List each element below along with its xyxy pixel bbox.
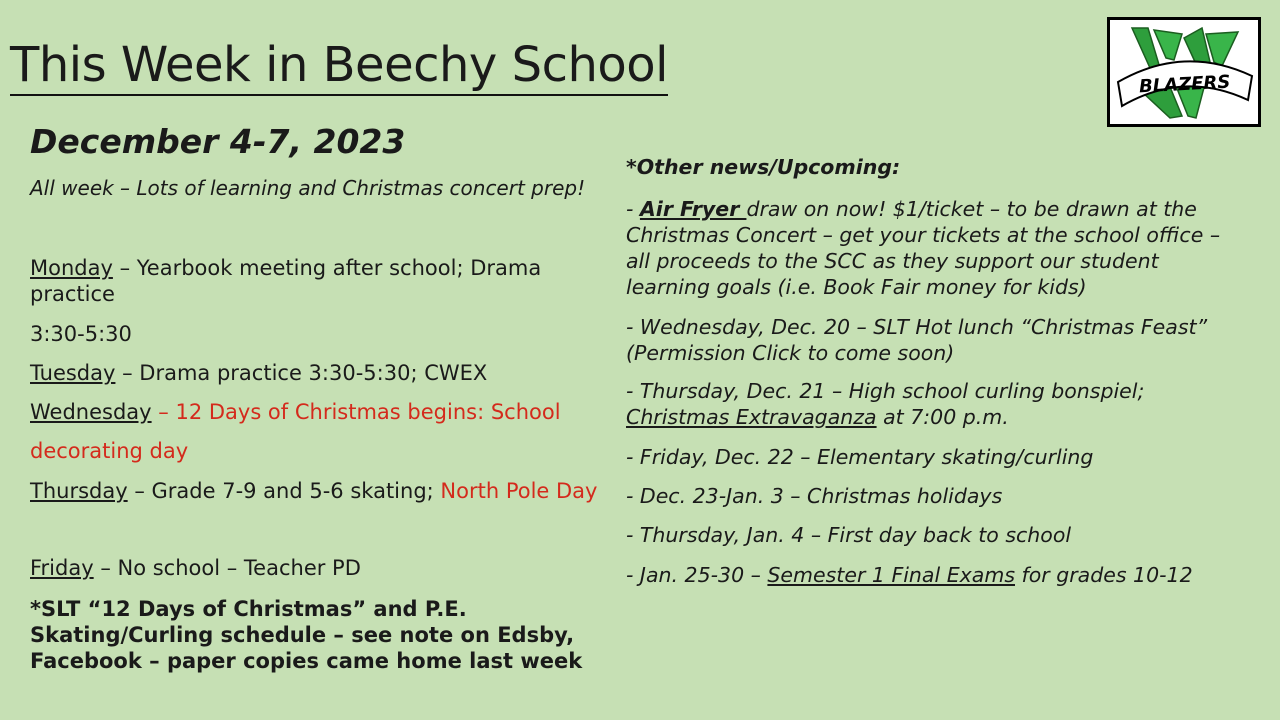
thursday-item — [30, 479, 597, 503]
logo-stroke-2 — [1154, 30, 1182, 60]
thursday-text: – Grade 7-9 and 5-6 skating; — [127, 479, 441, 503]
logo-stroke-4 — [1206, 32, 1238, 66]
friday-text: – No school – Teacher PD — [93, 556, 361, 580]
blazers-logo-graphic — [1110, 20, 1258, 124]
holidays-item: - Dec. 23-Jan. 3 – Christmas holidays — [626, 484, 1003, 508]
monday-item — [30, 256, 541, 280]
exams-link[interactable]: Semester 1 Final Exams — [767, 563, 1015, 587]
air-fryer-link[interactable]: Air Fryer — [639, 197, 747, 221]
back-to-school-item: - Thursday, Jan. 4 – First day back to school — [626, 523, 1072, 547]
exams-prefix: - Jan. 25-30 – — [626, 563, 768, 587]
other-news-heading: *Other news/Upcoming: — [626, 155, 901, 179]
air-fryer-text: draw on now! $1/ticket – to be drawn at the Christmas Concert – get your tickets at the school office – all proceeds to the SCC as they support our student learning goals (i.e. Book Fair money for kids) — [626, 197, 1221, 299]
wednesday-item — [30, 400, 561, 424]
monday-cont: practice — [30, 282, 115, 306]
wednesday-cont: decorating day — [30, 439, 189, 463]
friday-skating-item: - Friday, Dec. 22 – Elementary skating/curling — [626, 445, 1094, 469]
bonspiel-item — [626, 378, 1241, 430]
logo-text: BLAZERS — [1138, 71, 1231, 98]
exams-after: for grades 10-12 — [1015, 563, 1193, 587]
bonspiel-text: - Thursday, Dec. 21 – High school curling bonspiel; — [626, 379, 1145, 403]
air-fryer-item — [626, 196, 1241, 300]
wednesday-label: Wednesday — [30, 400, 152, 424]
school-logo — [1107, 17, 1261, 127]
date-range: December 4-7, 2023 — [30, 122, 406, 161]
monday-time: 3:30-5:30 — [30, 322, 132, 346]
exams-item — [626, 562, 1241, 588]
all-week-note: All week – Lots of learning and Christmas concert prep! — [30, 176, 586, 200]
monday-text: – Yearbook meeting after school; Drama — [112, 256, 542, 280]
wednesday-text: 12 Days of Christmas begins: School — [175, 400, 561, 424]
page-title: This Week in Beechy School — [10, 36, 668, 96]
tuesday-label: Tuesday — [30, 361, 116, 385]
air-fryer-prefix: - — [626, 197, 640, 221]
tuesday-text: – Drama practice 3:30-5:30; CWEX — [115, 361, 488, 385]
thursday-label: Thursday — [30, 479, 128, 503]
extravaganza-time: at 7:00 p.m. — [876, 405, 1009, 429]
tuesday-item — [30, 361, 487, 385]
wednesday-dash: – — [151, 400, 176, 424]
friday-label: Friday — [30, 556, 94, 580]
friday-item — [30, 556, 361, 580]
slt-note: *SLT “12 Days of Christmas” and P.E. Skating/Curling schedule – see note on Edsby, Facebook – paper copies came home last week — [30, 597, 583, 673]
monday-label: Monday — [30, 256, 113, 280]
hot-lunch-item: - Wednesday, Dec. 20 – SLT Hot lunch “Christmas Feast” (Permission Click to come soon) — [626, 315, 1208, 365]
extravaganza-link[interactable]: Christmas Extravaganza — [626, 405, 877, 429]
thursday-red-text: North Pole Day — [440, 479, 598, 503]
